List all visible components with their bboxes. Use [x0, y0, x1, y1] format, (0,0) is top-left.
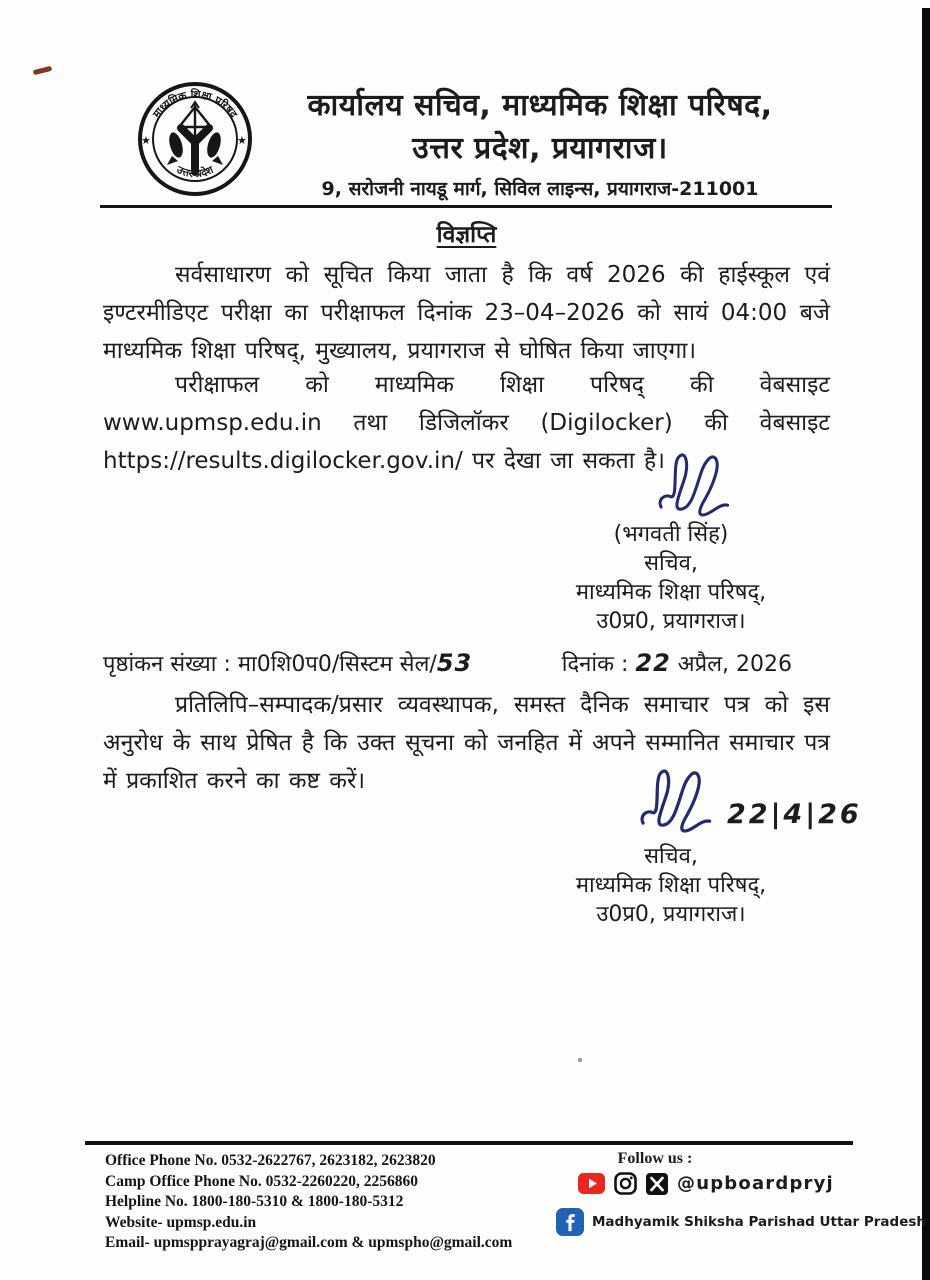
- pen-mark-artifact: [33, 66, 53, 75]
- scan-edge-bar: [922, 8, 930, 1280]
- endorsement-date: [562, 648, 792, 678]
- signature-block-endorsement: [535, 768, 862, 929]
- social-icons-row: [578, 1172, 834, 1195]
- office-title-line2: उत्तर प्रदेश, प्रयागराज।: [412, 131, 668, 166]
- helpline: Helpline No. 1800-180-5310 & 1800-180-5312: [105, 1193, 404, 1210]
- website: Website- upmsp.edu.in: [105, 1213, 257, 1231]
- speck-artifact: [578, 1058, 582, 1062]
- office-title-line1: कार्यालय सचिव, माध्यमिक शिक्षा परिषद,: [307, 88, 773, 123]
- signatory-org: माध्यमिक शिक्षा परिषद्,: [575, 873, 767, 898]
- signature-scribble-icon: [653, 452, 749, 528]
- result-announcement-paragraph: सर्वसाधारण को सूचित किया जाता है कि वर्ष 2026 की हाईस्कूल एवं इण्टरमीडिएट परीक्षा का परीक्षाफल दिनांक 23–04–2026 को सायं 04:00 बजे माध्यमिक शिक्षा परिषद्, मुख्यालय, प्रयागराज से घोषित किया जाएगा।: [103, 262, 830, 364]
- logo-star-right-icon: ★: [237, 134, 247, 147]
- office-address: 9, सरोजनी नायडू मार्ग, सिविल लाइन्स, प्रयागराज-211001: [321, 178, 759, 200]
- signature-block-secretary: [535, 452, 807, 636]
- handwritten-date: 22|4|26: [727, 799, 862, 830]
- notice-heading: [103, 217, 830, 249]
- x-twitter-icon: [646, 1173, 668, 1195]
- letterhead: [252, 84, 828, 201]
- endorsement-date-label: दिनांक :: [561, 652, 629, 677]
- signatory-place: उ0प्र0, प्रयागराज।: [596, 902, 746, 927]
- facebook-page-name: Madhyamik Shiksha Parishad Uttar Pradesh: [592, 1214, 927, 1230]
- signature-scribble-icon: [635, 768, 731, 844]
- instagram-icon: [614, 1172, 637, 1195]
- endorsement-line: [103, 648, 830, 678]
- logo-top-text: माध्यमिक शिक्षा परिषद: [150, 88, 240, 121]
- bow-arrow-fish-icon: [167, 102, 224, 172]
- signatory-designation: सचिव,: [644, 551, 698, 576]
- logo-bottom-text: उत्तर प्रदेश: [174, 163, 216, 181]
- camp-office-phone: Camp Office Phone No. 0532-2260220, 2256860: [105, 1172, 418, 1190]
- signatory-designation: सचिव,: [644, 844, 698, 869]
- up-board-logo: [136, 80, 254, 198]
- footer-divider: [85, 1141, 853, 1145]
- social-handle: @upboardpryj: [677, 1173, 834, 1194]
- websites-paragraph: परीक्षाफल को माध्यमिक शिक्षा परिषद् की वेबसाइट www.upmsp.edu.in तथा डिजिलॉकर (Digilocker) की वेबसाइट https://results.digilocker.gov.in/ पर देखा जा सकता है।: [103, 372, 830, 474]
- header-divider: [100, 205, 832, 208]
- logo-star-left-icon: ★: [141, 134, 151, 147]
- signature-with-date: [535, 768, 862, 840]
- youtube-icon: [578, 1173, 605, 1194]
- endorsement-date-rest: अप्रैल, 2026: [677, 652, 792, 677]
- email: Email- upmspprayagraj@gmail.com & upmspho@gmail.com: [105, 1234, 513, 1251]
- facebook-row: [556, 1208, 926, 1236]
- footer-contact-info: [105, 1151, 512, 1254]
- endorsement-ref: [103, 648, 472, 678]
- endorsement-date-day: 22: [635, 649, 671, 677]
- signatory-name: (भगवती सिंह): [613, 522, 729, 547]
- endorsement-ref-label: पृष्ठांकन संख्या : मा0शि0प0/सिस्टम सेल/: [103, 652, 437, 677]
- facebook-icon: [556, 1208, 584, 1236]
- up-board-emblem-icon: [136, 80, 254, 198]
- notice-heading-text: विज्ञप्ति: [436, 222, 497, 248]
- endorsement-ref-number: 53: [436, 649, 473, 677]
- signatory-org: माध्यमिक शिक्षा परिषद्,: [575, 580, 767, 605]
- follow-us-label: Follow us :: [617, 1150, 693, 1167]
- signatory-place: उ0प्र0, प्रयागराज।: [596, 609, 746, 634]
- copy-distribution-paragraph: प्रतिलिपि–सम्पादक/प्रसार व्यवस्थापक, समस्त दैनिक समाचार पत्र को इस अनुरोध के साथ प्रेषित है कि उक्त सूचना को जनहित में अपने सम्मानित समाचार पत्र में प्रकाशित करने का कष्ट करें।: [103, 692, 830, 794]
- office-phone: Office Phone No. 0532-2622767, 2623182, 2623820: [105, 1152, 436, 1169]
